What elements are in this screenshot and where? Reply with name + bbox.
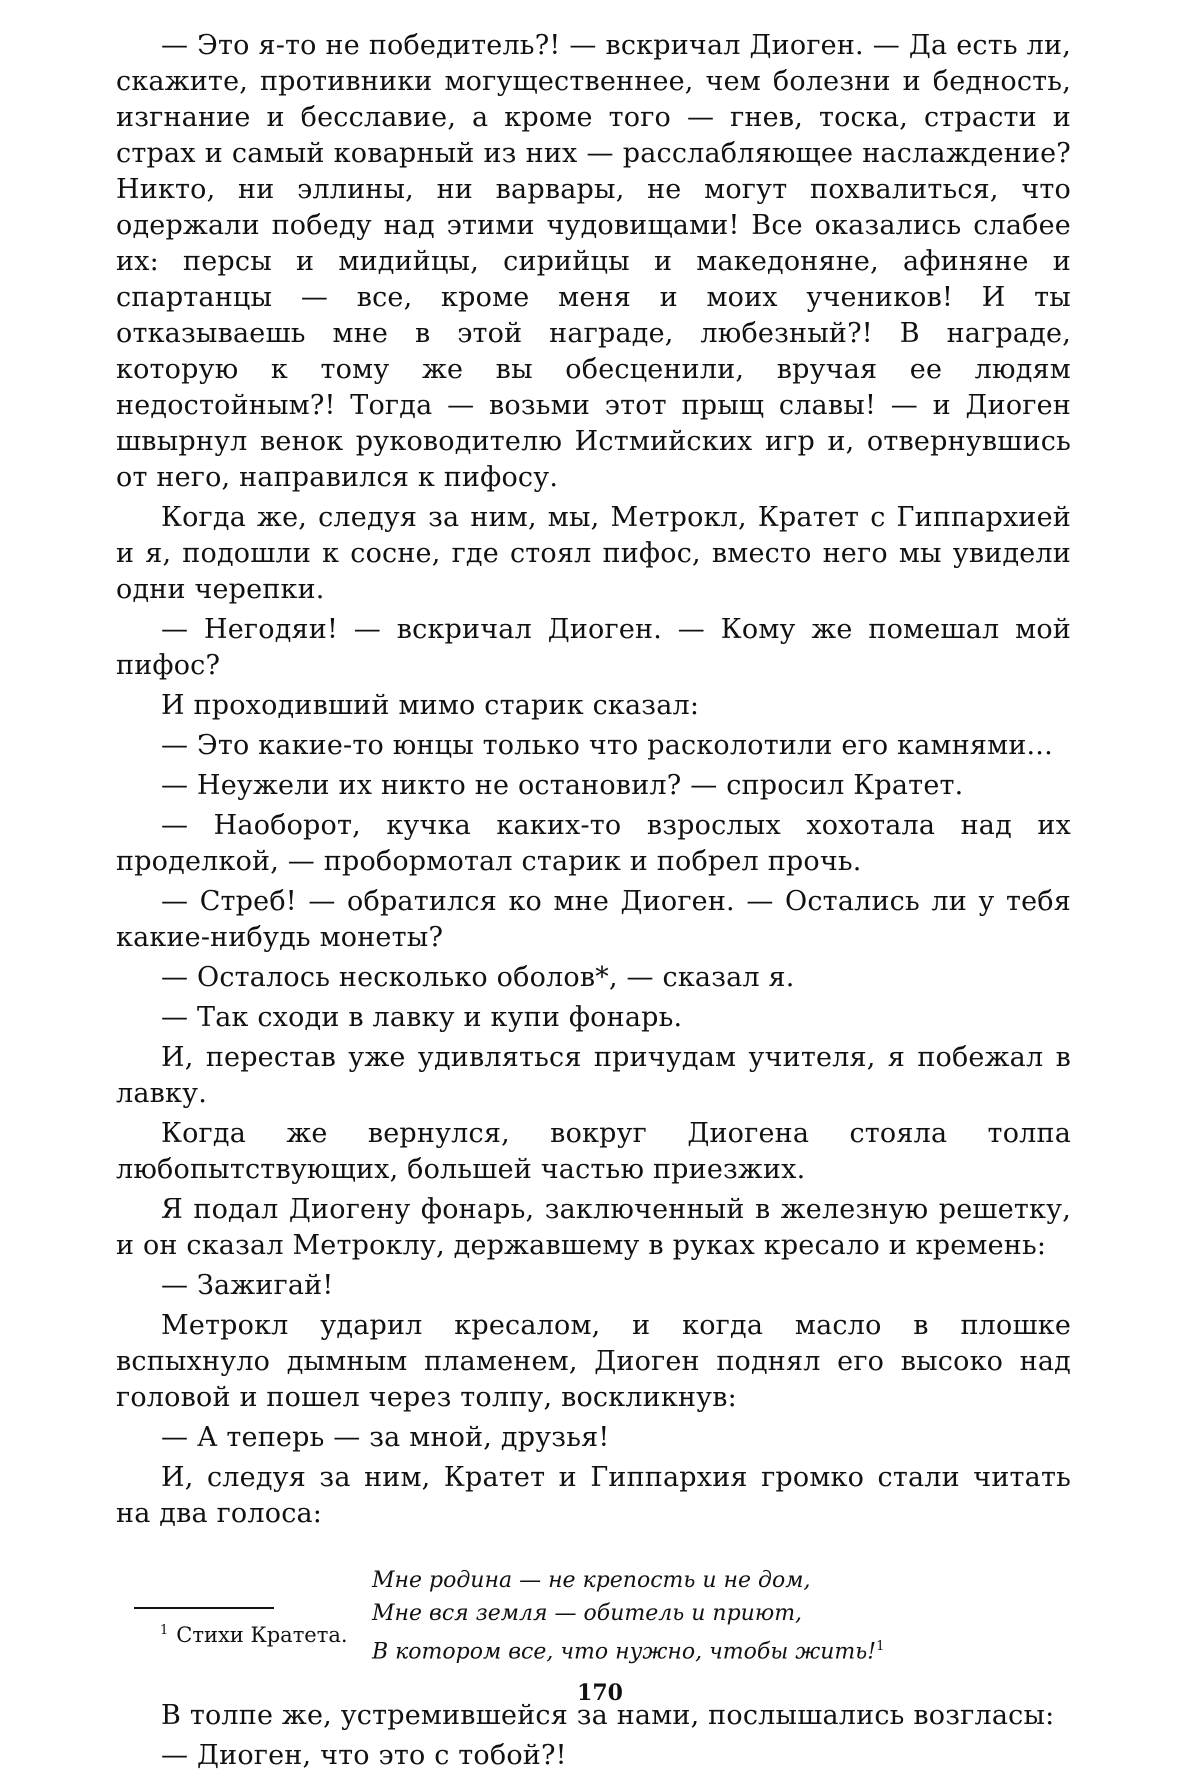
- paragraph: Когда же вернулся, вокруг Диогена стояла толпа любопытствующих, большей частью приезжих.: [116, 1118, 1071, 1185]
- footnote-text: Стихи Кратета.: [176, 1623, 348, 1647]
- footnote-rule: [134, 1607, 274, 1609]
- footnote-mark: 1: [160, 1623, 169, 1638]
- paragraph: — Так сходи в лавку и купи фонарь.: [161, 1002, 683, 1033]
- paragraph: Когда же, следуя за ним, мы, Метрокл, Кратет с Гиппархией и я, подошли к сосне, где стоял пифос, вместо него мы увидели одни черепки.: [116, 502, 1071, 605]
- page-number: 170: [577, 1680, 623, 1706]
- paragraph: — Осталось несколько оболов*, — сказал я.: [161, 962, 795, 993]
- poem-line: Мне родина — не крепость и не дом,: [372, 1568, 811, 1593]
- paragraph: — Стреб! — обратился ко мне Диоген. — Остались ли у тебя какие-нибудь монеты?: [116, 886, 1071, 953]
- paragraph: — Зажигай!: [161, 1270, 334, 1301]
- poem-line-text: В котором все, что нужно, чтобы жить!: [372, 1639, 877, 1665]
- poem-line: Мне вся земля — обитель и приют,: [372, 1601, 803, 1626]
- paragraph: Метрокл ударил кресалом, и когда масло в плошке вспыхнуло дымным пламенем, Диоген поднял его высоко над головой и пошел через толпу, воскликнув:: [116, 1310, 1071, 1413]
- paragraph: В толпе же, устремившейся за нами, послышались возгласы:: [161, 1700, 1055, 1732]
- paragraph: — Негодяи! — вскричал Диоген. — Кому же помешал мой пифос?: [116, 614, 1071, 681]
- main-text: [116, 28, 1071, 1774]
- paragraph: — Неужели их никто не остановил? — спросил Кратет.: [161, 770, 964, 801]
- paragraph: Я подал Диогену фонарь, заключенный в железную решетку, и он сказал Метроклу, державшему в руках кресало и кремень:: [116, 1194, 1071, 1261]
- poem: [372, 1564, 1071, 1668]
- paragraph: — Диоген, что это с тобой?!: [161, 1740, 567, 1772]
- paragraph: И проходивший мимо старик сказал:: [161, 690, 700, 721]
- paragraph: — Это я-то не победитель?! — вскричал Диоген. — Да есть ли, скажите, противники могущественнее, чем болезни и бедность, изгнание и бесславие, а кроме того — гнев, тоска, страсти и страх и самый коварный из них — расслабляющее наслаждение? Никто, ни эллины, ни варвары, не могут похвалиться, что одержали победу над этими чудовищами! Все оказались слабее их: персы и мидийцы, сирийцы и македоняне, афиняне и спартанцы — все, кроме меня и моих учеников! И ты отказываешь мне в этой награде, любезный?! В награде, которую к тому же вы обесценили, вручая ее людям недостойным?! Тогда — возьми этот прыщ славы! — и Диоген швырнул венок руководителю Истмийских игр и, отвернувшись от него, направился к пифосу.: [116, 30, 1071, 493]
- poem-footnote-mark: 1: [876, 1639, 885, 1654]
- paragraph: — Это какие-то юнцы только что расколотили его камнями...: [161, 730, 1053, 761]
- footnote: [160, 1617, 348, 1649]
- paragraph: — А теперь — за мной, друзья!: [161, 1422, 610, 1453]
- poem-line-last: [372, 1630, 1071, 1668]
- paragraph: — Наоборот, кучка каких-то взрослых хохотала над их проделкой, — пробормотал старик и побрел прочь.: [116, 810, 1071, 877]
- paragraph: И, следуя за ним, Кратет и Гиппархия громко стали читать на два голоса:: [116, 1462, 1071, 1529]
- paragraph: И, перестав уже удивляться причудам учителя, я побежал в лавку.: [116, 1042, 1071, 1109]
